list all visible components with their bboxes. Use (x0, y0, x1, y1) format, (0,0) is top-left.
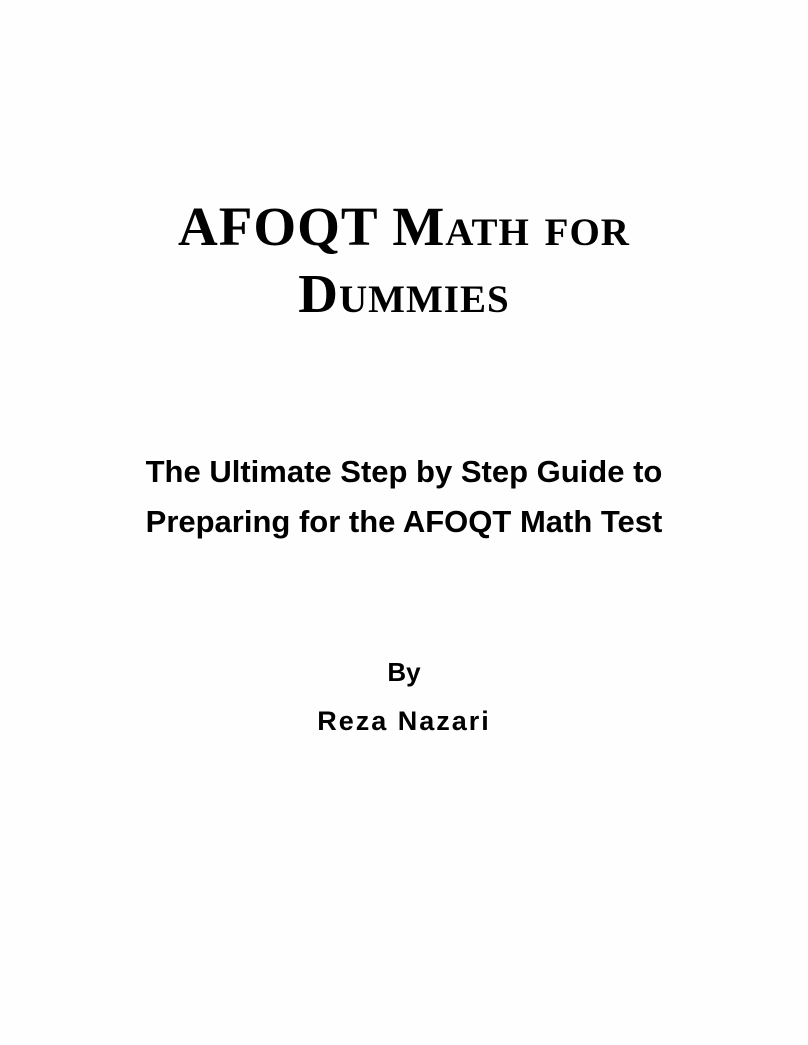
author-name: Reza Nazari (317, 706, 491, 736)
book-title-line-1: AFOQT Math for (178, 196, 630, 257)
book-subtitle (0, 447, 808, 547)
book-subtitle-line-2: Preparing for the AFOQT Math Test (145, 504, 663, 539)
book-title (0, 193, 808, 327)
book-subtitle-line-1: The Ultimate Step by Step Guide to (145, 454, 663, 489)
byline-label: By (387, 657, 421, 687)
book-title-line-2: Dummies (298, 263, 510, 324)
